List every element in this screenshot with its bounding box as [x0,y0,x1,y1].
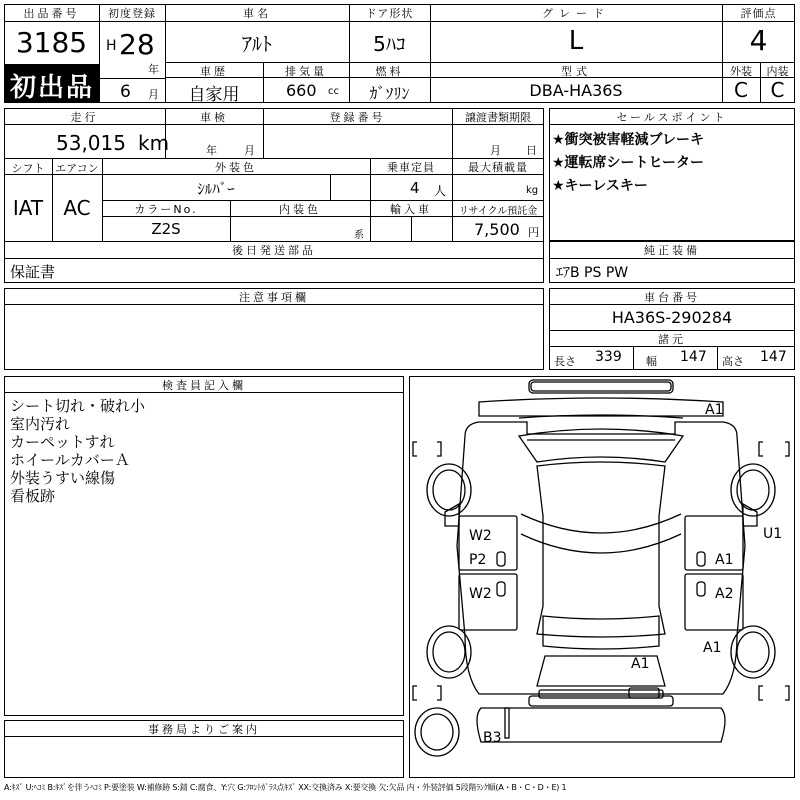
name-label: 車名 [243,7,271,20]
height-value: 147 [760,349,787,365]
legend-text: A:ｷｽﾞ U:ﾍｺﾐ B:ｷｽﾞを伴うﾍｺﾐ P:要塗装 W:補修跡 S:錆 C:腐食、Y:穴 G:ﾌﾛﾝﾄｶﾞﾗｽ点ｷｽﾞ XX:交換済み X:要交換 欠:欠品 内・外装評価 5段階ﾗﾝｸ順(A・B・C・D・E) 1 [4,783,567,792]
ac-value: AC [63,196,91,220]
mark-right-front-door: A1 [715,552,734,568]
insp-year-unit: 年 [206,144,217,157]
inspector-line-2: 室内汚れ [10,415,71,433]
model-value: DBA-HA36S [529,81,623,100]
notes-label: 注意事項欄 [239,291,309,304]
load-unit: kg [526,185,539,196]
inspector-line-4: ホイールカバーＡ [10,451,130,469]
history-value: 自家用 [188,85,240,105]
transfer-month-unit: 月 [490,144,501,157]
displacement-label: 排気量 [285,65,327,78]
interior-value: C [770,78,785,102]
fuel-label: 燃料 [375,65,404,78]
history-label: 車歴 [200,65,228,78]
door-label: ドア形状 [365,7,414,20]
transfer-day-unit: 日 [526,144,537,157]
parts-label: 後日発送部品 [232,244,316,257]
mark-left-front-pillar: P2 [469,552,487,568]
reg-year: 28 [119,28,155,61]
displacement-value: 660 [286,81,317,100]
color-no-label: カラーNo. [134,203,198,216]
grade-value: L [568,26,584,56]
mark-trunk: A1 [631,656,650,672]
mark-left-rear-door: W2 [469,586,492,602]
interior-label: 内装 [766,65,789,78]
color-value: ｼﾙﾊﾞｰ [197,180,235,198]
height-label: 高さ [722,355,744,368]
width-label: 幅 [646,355,657,368]
inspector-line-1: シート切れ・破れ小 [10,397,146,415]
load-label: 最大積載量 [468,161,528,174]
grade-label: グレード [542,7,610,20]
shift-value: IAT [12,196,44,220]
ac-label: エアコン [55,162,99,175]
width-value: 147 [680,349,707,365]
inspection-label: 車検 [200,111,228,124]
model-label: 型式 [561,65,591,78]
recycle-label: リサイクル預託金 [458,206,538,217]
interior-color-label: 内装色 [279,203,321,216]
equipment-value: ｴｱB PS PW [556,265,629,281]
mark-right-front-fender: U1 [763,526,783,542]
sales-label: セールスポイント [616,111,728,124]
capacity-label: 乗車定員 [387,161,435,174]
parts-value-box [4,258,544,283]
sales-item-2: ★運転席シートヒーター [552,155,704,171]
color-label: 外装色 [215,161,257,174]
lot-number: 3185 [15,26,88,59]
reg-no-label: 登録番号 [329,111,386,124]
recycle-value: 7,500 [474,220,520,239]
mileage-unit: km [138,131,170,155]
lot-label: 出品番号 [23,7,80,20]
reg-label: 初度登録 [108,7,156,20]
inspector-line-5: 外装うすい線傷 [10,469,116,487]
month-unit: 月 [148,88,159,101]
color-no-value: Z2S [151,220,181,238]
era: H [106,38,117,54]
sales-item-3: ★キーレスキー [552,178,648,194]
sales-item-1: ★衝突被害軽減ブレーキ [552,132,704,148]
shift-label: シフト [11,162,45,175]
length-label: 長さ [554,355,576,368]
parts-value: 保証書 [10,263,56,281]
mark-left-front-door: W2 [469,528,492,544]
inspector-line-6: 看板跡 [10,487,56,505]
fuel-value: ｶﾞｿﾘﾝ [369,84,410,103]
car-name: ｱﾙﾄ [242,32,272,56]
insp-month-unit: 月 [244,144,255,157]
equipment-label: 純正装備 [644,244,700,257]
score-label: 評価点 [740,7,777,20]
interior-color-unit: 系 [354,230,364,241]
inspector-line-3: カーペットすれ [10,433,115,451]
exterior-label: 外装 [730,65,752,78]
import-label: 輸入車 [390,203,432,216]
mark-right-quarter: A1 [703,640,722,656]
capacity-value: 4 [410,179,420,197]
mark-roof: A1 [705,402,724,418]
mileage-label: 走行 [70,111,99,124]
door-value: 5ﾊｺ [373,32,406,56]
mileage-value: 53,015 [56,131,126,155]
capacity-unit: 人 [434,184,447,198]
recycle-unit: 円 [528,226,539,239]
transfer-label: 譲渡書類期限 [465,111,531,124]
office-label: 事務局よりご案内 [148,723,260,736]
reg-month: 6 [120,82,131,102]
first-time-badge-text: 初出品 [9,73,94,103]
car-diagram-drawing [409,376,795,778]
chassis-value: HA36S-290284 [611,308,733,327]
year-unit: 年 [148,63,159,76]
length-value: 339 [595,349,622,365]
dims-label: 諸元 [658,333,686,346]
mark-right-rear-door: A2 [715,586,734,602]
chassis-label: 車台番号 [644,291,700,304]
inspector-label: 検査員記入欄 [162,379,246,392]
displacement-unit: cc [328,86,339,97]
score-value: 4 [749,24,768,57]
mark-rear-bumper: B3 [483,730,502,746]
exterior-value: C [734,78,748,102]
